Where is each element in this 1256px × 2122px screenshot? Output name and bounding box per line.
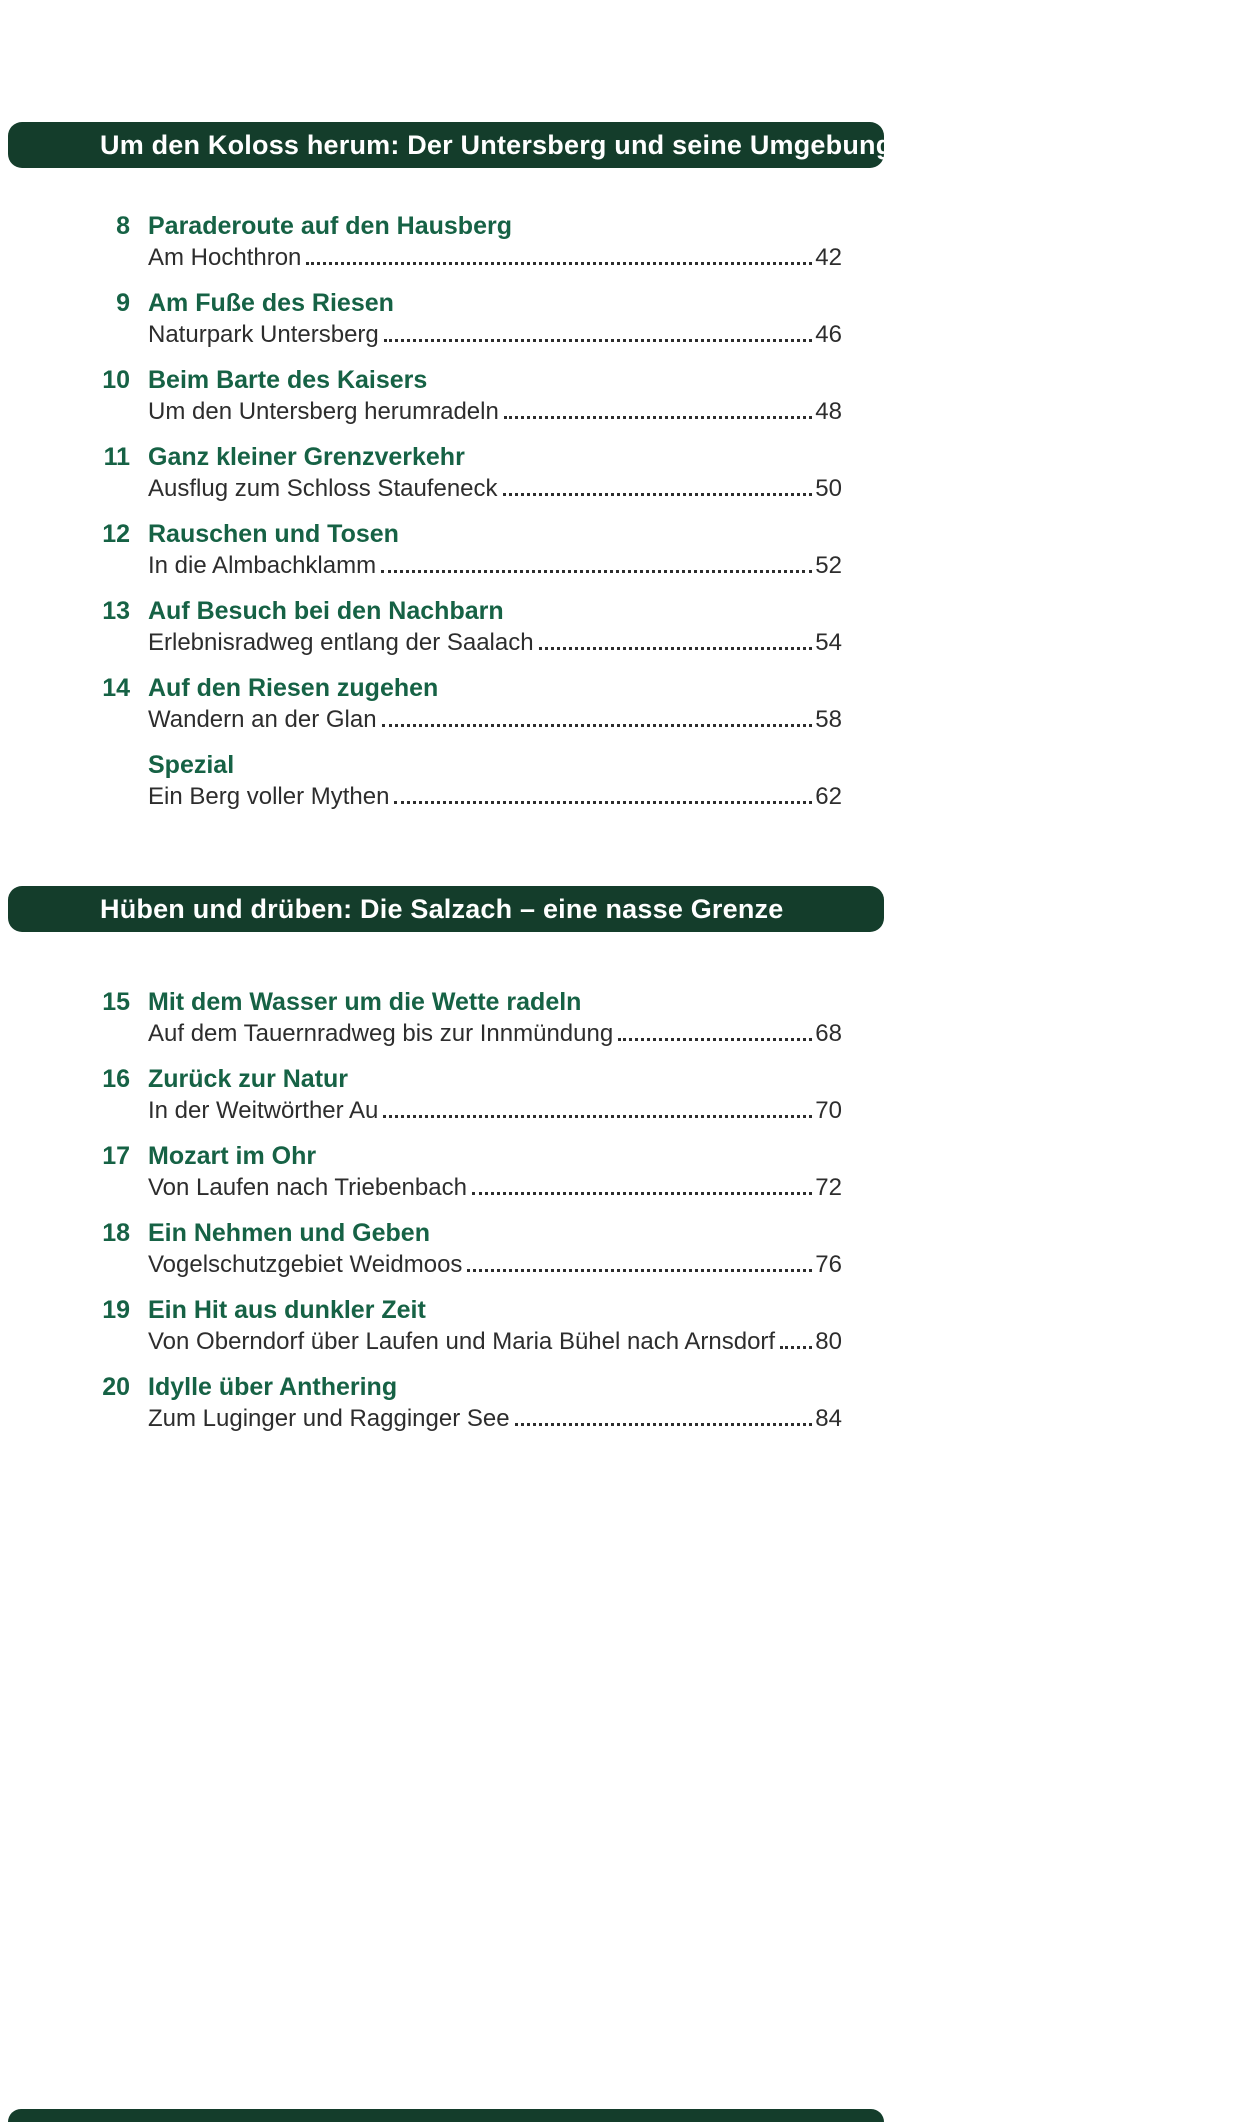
entry-number: 15 [102,988,130,1016]
entry-subtitle-row [148,242,842,274]
dotted-leader [394,801,812,804]
toc-entry [100,1217,842,1281]
entry-subtitle-row [148,1018,842,1050]
entry-page-number: 80 [815,1328,842,1355]
entry-body [148,441,842,505]
entry-page-number: 68 [815,1020,842,1047]
entry-subtitle: Von Oberndorf über Laufen und Maria Bühel nach Arnsdorf [148,1328,776,1355]
entry-subtitle: In die Almbachklamm [148,552,377,579]
dotted-leader [618,1038,812,1041]
entry-subtitle: Auf dem Tauernradweg bis zur Innmündung [148,1020,614,1047]
next-section-banner-partial [8,2109,884,2122]
entry-page-number: 84 [815,1405,842,1432]
entry-subtitle: Am Hochthron [148,244,302,271]
entry-subtitle-row [148,1403,842,1435]
entry-subtitle-row [148,627,842,659]
toc-section-untersberg [0,122,1256,813]
toc-entry [100,1063,842,1127]
toc-entry [100,672,842,736]
entry-title: Spezial [148,751,235,779]
dotted-leader [467,1269,812,1272]
entry-subtitle-row [148,781,842,813]
entry-title: Am Fuße des Riesen [148,289,394,317]
toc-entry [100,287,842,351]
dotted-leader [515,1423,813,1426]
entry-body [148,1371,842,1435]
entry-number: 11 [103,443,130,471]
entry-title: Idylle über Anthering [148,1373,398,1401]
entry-body [148,364,842,428]
dotted-leader [383,1115,812,1118]
toc-entry [100,1294,842,1358]
entry-body [148,986,842,1050]
entry-title: Paraderoute auf den Hausberg [148,212,512,240]
toc-entry [100,595,842,659]
toc-entry [100,441,842,505]
entry-title: Mozart im Ohr [148,1142,317,1170]
entry-page-number: 46 [815,321,842,348]
dotted-leader [381,570,812,573]
entry-number: 17 [102,1142,130,1170]
entry-body [148,672,842,736]
entry-subtitle: Zum Luginger und Ragginger See [148,1405,510,1432]
dotted-leader [780,1346,812,1349]
entry-number: 20 [102,1373,130,1401]
toc-entry [100,1371,842,1435]
entry-title: Rauschen und Tosen [148,520,399,548]
entry-title: Beim Barte des Kaisers [148,366,428,394]
entry-subtitle-row [148,1172,842,1204]
dotted-leader [382,724,813,727]
entry-subtitle-row [148,704,842,736]
entry-body [148,1294,842,1358]
dotted-leader [504,416,812,419]
entry-body [148,595,842,659]
entry-page-number: 76 [815,1251,842,1278]
entry-subtitle: Um den Untersberg herumradeln [148,398,499,425]
entry-body [148,210,842,274]
entry-title: Zurück zur Natur [148,1065,349,1093]
dotted-leader [384,339,813,342]
entry-subtitle-row [148,1249,842,1281]
entry-title: Ganz kleiner Grenzverkehr [148,443,465,471]
entry-title: Mit dem Wasser um die Wette radeln [148,988,582,1016]
toc-entry [100,986,842,1050]
entry-subtitle: Von Laufen nach Triebenbach [148,1174,467,1201]
entry-title: Auf den Riesen zugehen [148,674,439,702]
entry-subtitle-row [148,550,842,582]
toc-entry [100,1140,842,1204]
entry-page-number: 50 [815,475,842,502]
entry-subtitle-row [148,319,842,351]
entry-body [148,1063,842,1127]
entry-page-number: 54 [815,629,842,656]
entry-body [148,1140,842,1204]
entry-body [148,749,842,813]
section-header-banner [8,886,884,932]
entry-page-number: 62 [815,783,842,810]
entry-number: 19 [102,1296,130,1324]
entry-number: 14 [102,674,130,702]
entry-number: 12 [102,520,130,548]
entry-subtitle: Wandern an der Glan [148,706,377,733]
entry-page-number: 72 [815,1174,842,1201]
entry-body [148,287,842,351]
entry-page-number: 48 [815,398,842,425]
toc-page [0,122,1256,1435]
entry-subtitle: Erlebnisradweg entlang der Saalach [148,629,534,656]
toc-entry [100,210,842,274]
entry-page-number: 42 [815,244,842,271]
dotted-leader [472,1192,812,1195]
entry-subtitle-row [148,396,842,428]
entry-subtitle: In der Weitwörther Au [148,1097,379,1124]
dotted-leader [539,647,813,650]
toc-entry [100,364,842,428]
entry-body [148,1217,842,1281]
entry-subtitle-row [148,473,842,505]
section-header-title: Um den Koloss herum: Der Untersberg und seine Umgebung [100,129,893,160]
toc-entry-list [100,210,842,813]
entry-body [148,518,842,582]
entry-subtitle: Vogelschutzgebiet Weidmoos [148,1251,463,1278]
entry-subtitle: Ein Berg voller Mythen [148,783,390,810]
entry-number: 10 [102,366,130,394]
toc-entry-list [100,986,842,1435]
section-header-title: Hüben und drüben: Die Salzach – eine nasse Grenze [100,893,784,924]
entry-title: Auf Besuch bei den Nachbarn [148,597,504,625]
entry-subtitle: Naturpark Untersberg [148,321,379,348]
entry-number: 9 [116,289,130,317]
entry-number: 18 [102,1219,130,1247]
entry-number: 8 [116,212,130,240]
toc-entry-spezial [100,749,842,813]
dotted-leader [306,262,812,265]
entry-subtitle-row [148,1326,842,1358]
entry-title: Ein Hit aus dunkler Zeit [148,1296,426,1324]
section-header-banner [8,122,893,168]
entry-number [100,749,130,813]
entry-title: Ein Nehmen und Geben [148,1219,430,1247]
toc-section-salzach [0,886,1256,1435]
entry-page-number: 58 [815,706,842,733]
entry-number: 13 [102,597,130,625]
entry-subtitle-row [148,1095,842,1127]
entry-page-number: 52 [815,552,842,579]
dotted-leader [503,493,813,496]
entry-number: 16 [102,1065,130,1093]
entry-subtitle: Ausflug zum Schloss Staufeneck [148,475,498,502]
entry-page-number: 70 [815,1097,842,1124]
toc-entry [100,518,842,582]
